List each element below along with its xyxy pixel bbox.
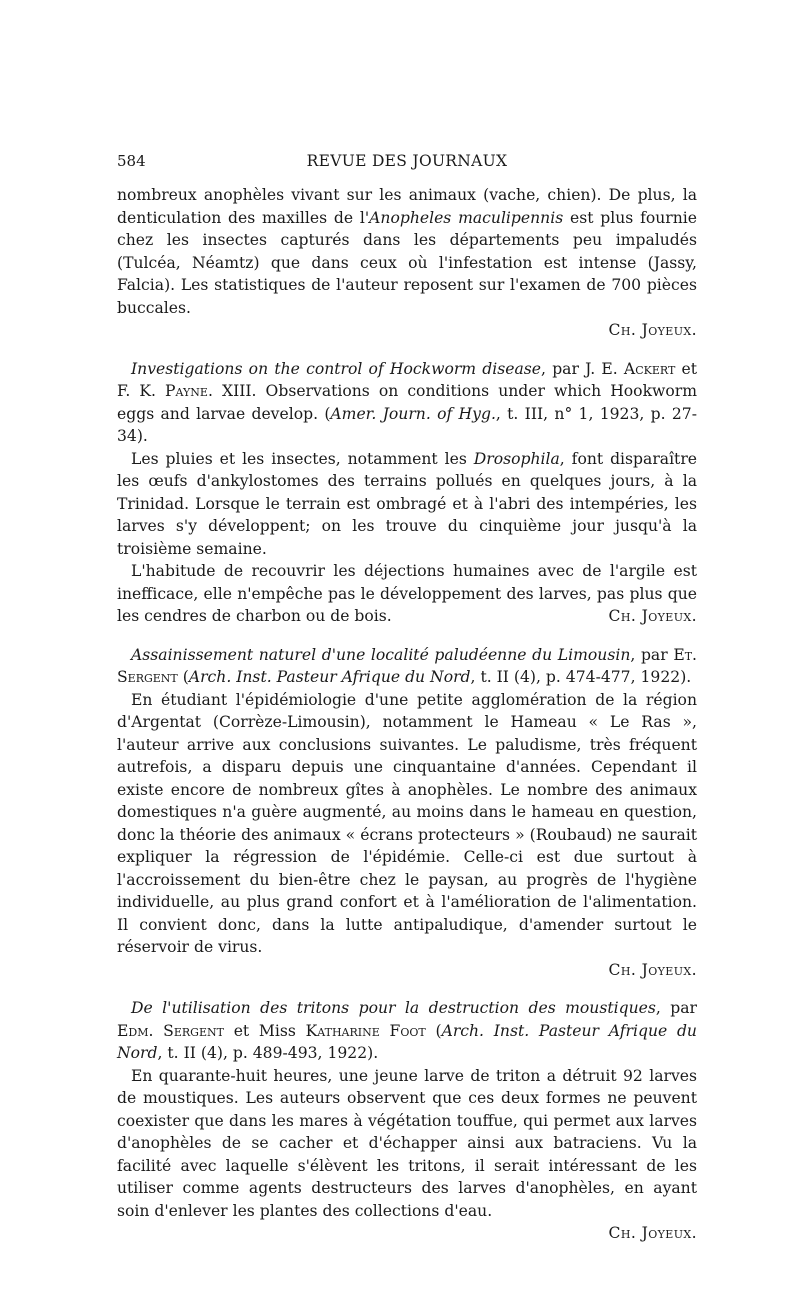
review-body: En étudiant l'épidémiologie d'une petite agglomération de la région d'Argentat (Corrèze-Limousin), notamment le Hameau « Le Ras », l'auteur arrive aux conclusions suivantes. Le paludisme, très fréquent autrefois, a disparu depuis une cinquantaine d'années. Cependant il existe encore de nombreux gîtes à anophèles. Le nombre des animaux domestiques n'a guère augmenté, au moins dans le hameau en question, donc la théorie des animaux « écrans protecteurs » (Roubaud) ne saurait expliquer la régression de l'épidémie. Celle-ci est due surtout à l'accroissement du bien-être chez le paysan, au progrès de l'hygiène individuelle, au plus grand confort et à l'amélioration de l'alimentation. Il convient donc, dans la lutte antipaludique, d'amender surtout le réservoir de virus. — [117, 690, 697, 956]
journal-name: Arch. Inst. Pasteur Afrique du Nord — [188, 668, 471, 686]
article-title: Assainissement naturel d'une localité paludéenne du Limousin — [131, 645, 631, 664]
review-body: L'habitude de recouvrir les déjections humaines avec de l'argile est inefficace, elle n'empêche pas le développement des larves, pas plus que les cendres de charbon ou de bois. Ch. Joyeux. — [117, 560, 697, 628]
review-signature: Ch. Joyeux. — [608, 960, 697, 979]
journal-name: Amer. Journ. of Hyg. — [330, 404, 496, 423]
review-hookworm — [117, 358, 697, 628]
review-reference: Investigations on the control of Hockworm disease, par J. E. Ackert et F. K. Payne. XIII. Observations on conditions under which Hookworm eggs and larvae develop. (Amer. Journ. of Hyg., t. III, n° 1, 1923, p. 27-34). — [117, 359, 697, 445]
review-anopheles — [117, 184, 697, 342]
review-reference: De l'utilisation des tritons pour la destruction des moustiques, par Edm. Sergent et Miss Katharine Foot (Arch. Inst. Pasteur Afrique du Nord, t. II (4), p. 489-493, 1922). — [117, 999, 697, 1062]
review-body: nombreux anophèles vivant sur les animaux (vache, chien). De plus, la denticulation des maxilles de l'Anopheles maculipennis est plus fournie chez les insectes capturés dans les départements peu impaludés (Tulcéa, Néamtz) que dans ceux où l'infestation est intense (Jassy, Falcia). Les statistiques de l'auteur reposent sur l'examen de 700 pièces buccales. — [117, 186, 697, 317]
page-number: 584 — [117, 152, 146, 170]
author: Edm. Sergent — [117, 1021, 224, 1040]
author: F. K. Payne — [117, 382, 208, 400]
review-body: En quarante-huit heures, une jeune larve de triton a détruit 92 larves de moustiques. Les auteurs observent que ces deux formes ne peuvent coexister que dans les mares à végétation touffue, qui permet aux larves d'anophèles de se cacher et d'échapper ainsi aux batraciens. Vu la facilité avec laquelle s'élèvent les tritons, il serait intéressant de les utiliser comme agents destructeurs des larves d'anophèles, en ayant soin d'enlever les plantes des collections d'eau. — [117, 1066, 697, 1220]
journal-name: Arch. Inst. Pasteur Afrique du Nord — [117, 1021, 697, 1062]
species-name: Anopheles maculipennis — [369, 208, 564, 227]
review-reference: Assainissement naturel d'une localité paludéenne du Limousin, par Et. Sergent (Arch. Inst. Pasteur Afrique du Nord, t. II (4), p. 474-477, 1922). — [117, 645, 697, 686]
review-tritons — [117, 997, 697, 1245]
author: J. E. Ackert — [585, 359, 676, 378]
review-limousin — [117, 644, 697, 982]
journal-page — [117, 150, 697, 1261]
author: Et. Sergent — [117, 645, 697, 686]
review-signature: Ch. Joyeux. — [608, 1224, 697, 1242]
page-header — [117, 150, 697, 174]
review-body: Les pluies et les insectes, notamment les Drosophila, font disparaître les œufs d'ankylostomes des terrains pollués en quelques jours, à la Trinidad. Lorsque le terrain est ombragé et à l'abri des intempéries, les larves s'y développent; on les trouve du cinquième jour jusqu'à la troisième semaine. — [117, 449, 698, 558]
author: Katharine Foot — [305, 1021, 426, 1040]
review-signature: Ch. Joyeux. — [608, 607, 697, 625]
review-signature: Ch. Joyeux. — [608, 321, 697, 339]
article-title: Investigations on the control of Hockworm disease — [131, 359, 542, 378]
article-title: De l'utilisation des tritons pour la destruction des moustiques — [131, 999, 656, 1017]
running-title: REVUE DES JOURNAUX — [306, 152, 508, 170]
genus-name: Drosophila — [473, 449, 560, 468]
